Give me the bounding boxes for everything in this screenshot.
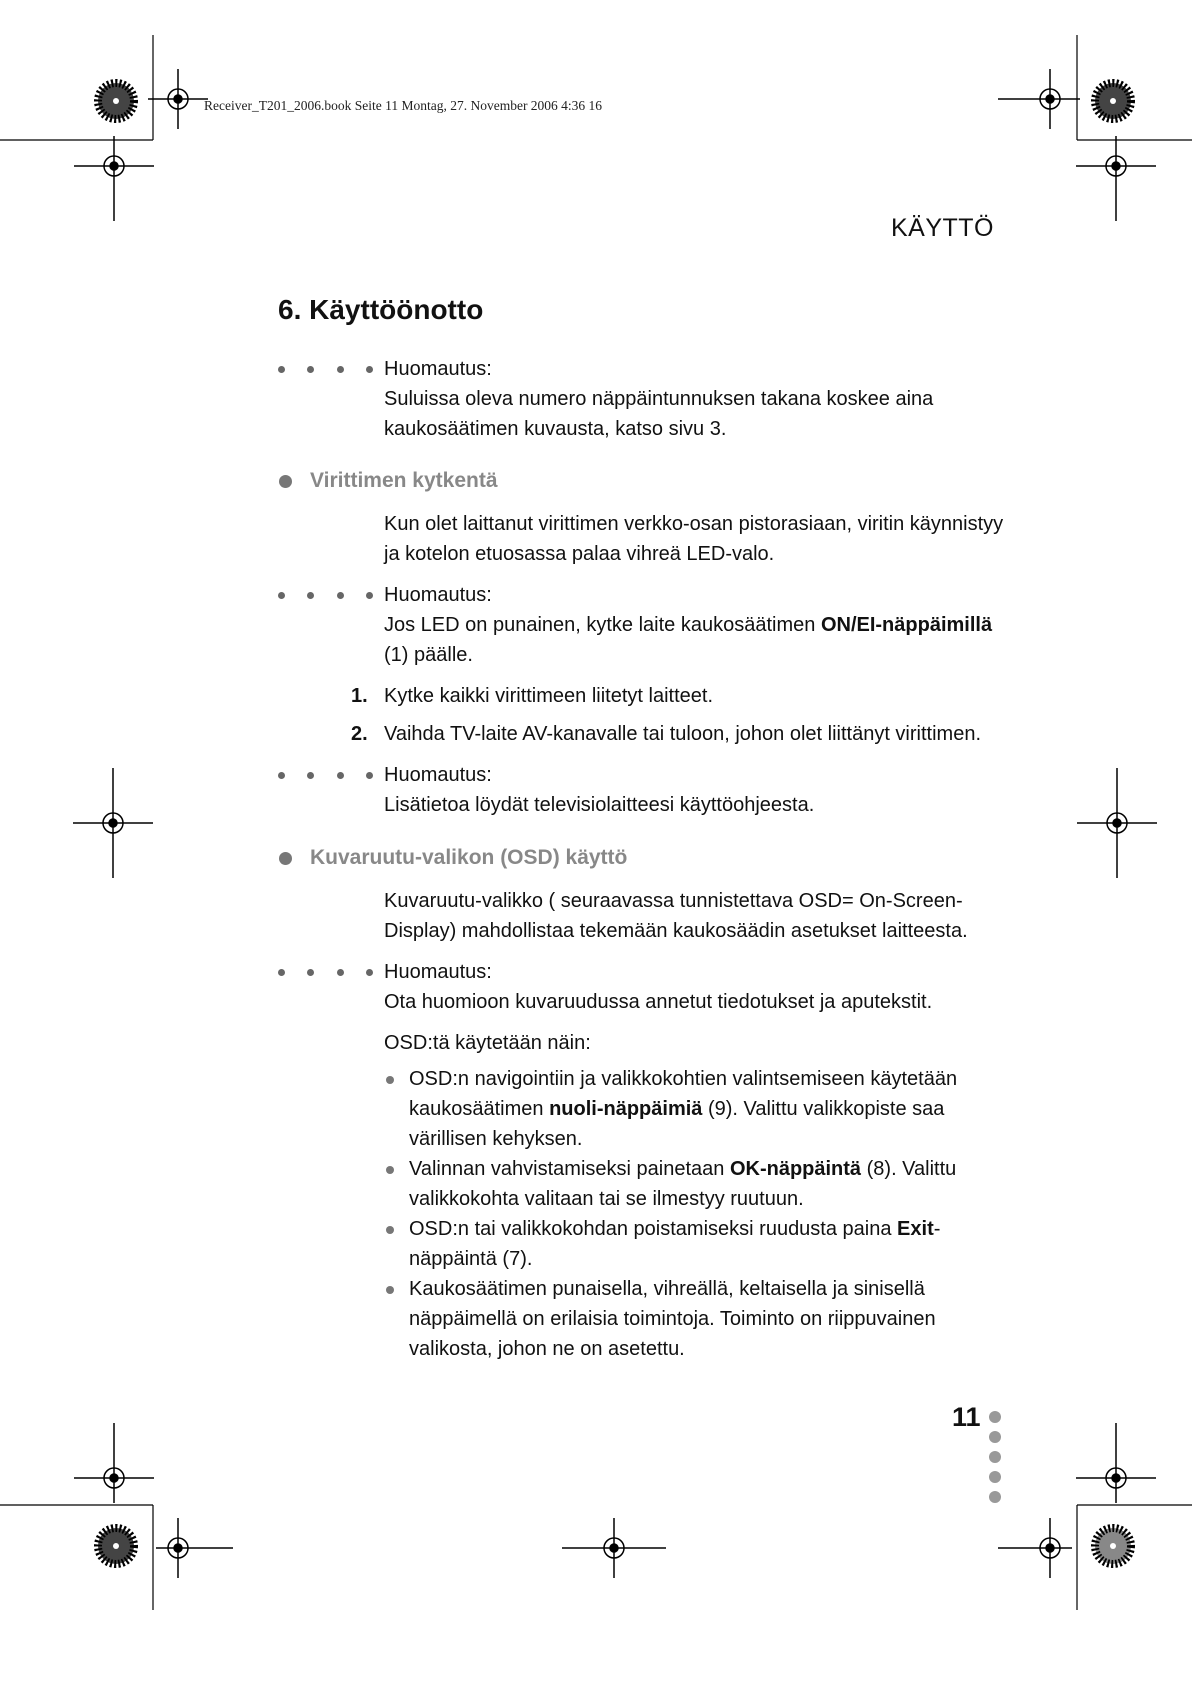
osd-text: Kuvaruutu-valikko ( seuraavassa tunnistettava OSD= On-Screen-Display) mahdollistaa tekemään kaukosäädin asetukset laitteesta. — [384, 890, 968, 942]
list-bullet-icon — [386, 1226, 394, 1234]
list-bullet-icon — [386, 1166, 394, 1174]
list-bullet-icon — [386, 1286, 394, 1294]
section-header: KÄYTTÖ — [890, 214, 994, 242]
page-number: 11 — [952, 1402, 981, 1432]
list-item: Valinnan vahvistamiseksi painetaan OK-näppäintä (8). Valittu valikkokohta valitaan tai se ilmestyy ruutuun. — [409, 1158, 957, 1210]
note-dots-icon — [278, 580, 373, 610]
step-number: 1. — [351, 685, 368, 707]
step-text: Vaihda TV-laite AV-kanavalle tai tuloon, johon olet liittänyt virittimen. — [384, 723, 982, 745]
section-bullet-icon — [279, 852, 292, 865]
list-item: OSD:n tai valikkokohdan poistamiseksi ruudusta paina Exit-näppäintä (7). — [409, 1218, 941, 1270]
note-1 — [384, 354, 1004, 444]
note-3 — [384, 760, 1004, 820]
page-dot-icon — [989, 1471, 1001, 1483]
note-text: Suluissa oleva numero näppäintunnuksen takana koskee aina kaukosäätimen kuvausta, katso sivu 3. — [384, 388, 934, 440]
section-bullet-icon — [279, 475, 292, 488]
page-dot-icon — [989, 1411, 1001, 1423]
note-dots-icon — [278, 760, 373, 790]
note-label: Huomautus: — [384, 584, 492, 606]
note-dots-icon — [278, 354, 373, 384]
note-label: Huomautus: — [384, 961, 492, 983]
osd-heading: Kuvaruutu-valikon (OSD) käyttö — [310, 846, 628, 869]
tuner-text: Kun olet laittanut virittimen verkko-osan pistorasiaan, viritin käynnistyy ja kotelon etuosassa palaa vihreä LED-valo. — [384, 513, 1004, 565]
note-4 — [384, 957, 1004, 1017]
step-number: 2. — [351, 723, 368, 745]
page-dot-icon — [989, 1491, 1001, 1503]
note-2 — [384, 580, 1004, 670]
page-dot-icon — [989, 1431, 1001, 1443]
step-text: Kytke kaikki virittimeen liitetyt laitteet. — [384, 685, 713, 707]
chapter-title: 6. Käyttöönotto — [278, 294, 484, 325]
note-dots-icon — [278, 957, 373, 987]
note-text: Lisätietoa löydät televisiolaitteesi käyttöohjeesta. — [384, 794, 815, 816]
print-slug-line: Receiver_T201_2006.book Seite 11 Montag, 27. November 2006 4:36 16 — [204, 98, 603, 113]
note-label: Huomautus: — [384, 764, 492, 786]
note-label: Huomautus: — [384, 358, 492, 380]
osd-intro: OSD:tä käytetään näin: — [384, 1032, 591, 1054]
list-item: Kaukosäätimen punaisella, vihreällä, keltaisella ja sinisellä näppäimellä on erilaisia toimintoja. Toiminto on riippuvainen valikosta, johon ne on asetettu. — [409, 1278, 936, 1360]
note-text: Ota huomioon kuvaruudussa annetut tiedotukset ja aputekstit. — [384, 991, 933, 1013]
list-bullet-icon — [386, 1076, 394, 1084]
tuner-heading: Virittimen kytkentä — [310, 469, 498, 492]
page-dot-icon — [989, 1451, 1001, 1463]
note-text: Jos LED on punainen, kytke laite kaukosäätimen ON/EI-näppäimillä (1) päälle. — [384, 614, 993, 666]
list-item: OSD:n navigointiin ja valikkokohtien valintsemiseen käytetään kaukosäätimen nuoli-näppäimiä (9). Valittu valikkopiste saa värillisen kehyksen. — [409, 1068, 958, 1150]
